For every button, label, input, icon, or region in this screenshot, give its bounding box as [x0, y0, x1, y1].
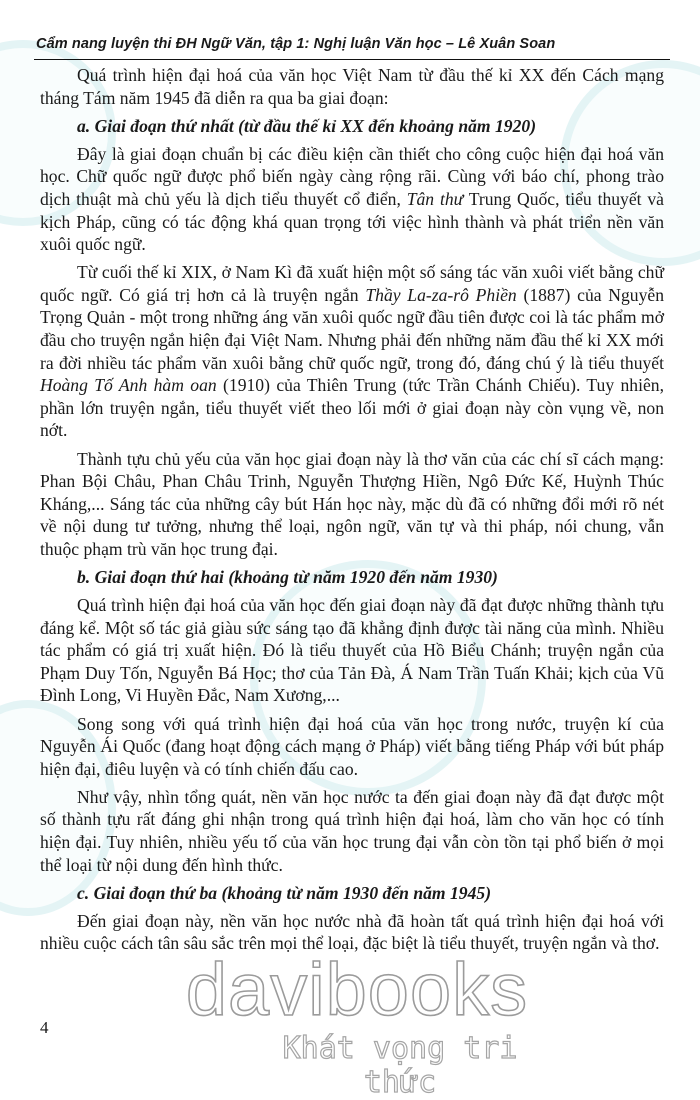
section-c-paragraph-1: Đến giai đoạn này, nền văn học nước nhà đã hoàn tất quá trình hiện đại hoá với nhiều cuộc cách tân sâu sắc trên mọi thể loại, đặc biệt là tiểu thuyết, truyện ngắn và thơ.: [40, 910, 664, 954]
page-content: [40, 64, 664, 960]
watermark-brand: davibooks: [185, 948, 529, 1031]
book-title: Hoàng Tố Anh hàm oan: [40, 375, 217, 396]
text-run: (1887) của Nguyễn Trọng Quản - một trong những áng văn xuôi quốc ngữ đầu tiên được coi là tác phẩm mở đầu cho truyện ngắn hiện đại Việt Nam. Nhưng phải đến những năm đầu thế kỉ XX mới ra đời nhiều tác phẩm văn xuôi bằng chữ quốc ngữ, trong đó, đáng chú ý là tiểu thuyết: [40, 284, 665, 373]
running-header: Cẩm nang luyện thi ĐH Ngữ Văn, tập 1: Nghị luận Văn học – Lê Xuân Soan: [36, 36, 556, 52]
section-b-paragraph-1: Quá trình hiện đại hoá của văn học đến giai đoạn này đã đạt được những thành tựu đáng kể. Một số tác giả giàu sức sáng tạo đã khẳng định được tài năng của mình. Nhiều tác phẩm có giá trị xuất hiện. Đó là tiểu thuyết của Hồ Biểu Chánh; truyện ngắn của Phạm Duy Tốn, Nguyễn Bá Học; thơ của Tản Đà, Á Nam Trần Tuấn Khải; kịch của Vũ Đình Long, Vi Huyền Đắc, Nam Xương,...: [40, 595, 664, 706]
section-b-paragraph-3: Như vậy, nhìn tổng quát, nền văn học nước ta đến giai đoạn này đã đạt được một số thành tựu rất đáng ghi nhận trong quá trình hiện đại hoá, làm cho văn học có tính hiện đại. Tuy nhiên, nhiều yếu tố của văn học trung đại vẫn còn tồn tại phổ biến ở mọi thể loại từ nội dung đến hình thức.: [40, 786, 664, 875]
text-run: Đây là giai đoạn chuẩn bị các điều kiện cần thiết cho công cuộc hiện đại hoá văn học. Chữ quốc ngữ được phổ biến ngày càng rộng rãi. Cùng với báo chí, phong trào dịch thuật mà chủ yếu là dịch tiểu thuyết cổ điển,: [40, 143, 664, 209]
section-c-heading: c. Giai đoạn thứ ba (khoảng từ năm 1930 đến năm 1945): [77, 882, 492, 903]
text-run: (1910) của Thiên Trung (tức Trần Chánh Chiếu). Tuy nhiên, phần lớn truyện ngắn, tiểu thuyết viết theo lối mới ở giai đoạn này còn vụng về, non nớt.: [40, 375, 664, 441]
watermark-slogan: Khát vọng tri thức: [282, 1031, 518, 1100]
section-a-paragraph-1: [40, 143, 664, 256]
section-b-heading: b. Giai đoạn thứ hai (khoảng từ năm 1920 đến năm 1930): [77, 566, 498, 587]
section-a-paragraph-2: [40, 261, 664, 442]
intro-paragraph: Quá trình hiện đại hoá của văn học Việt Nam từ đầu thế kỉ XX đến Cách mạng tháng Tám năm 1945 đã diễn ra qua ba giai đoạn:: [40, 65, 664, 108]
text-run: Trung Quốc, tiểu thuyết và kịch Pháp, cũng có tác động khá quan trọng tới việc hình thành và phát triển nền văn xuôi quốc ngữ.: [40, 188, 664, 255]
section-a-paragraph-3: Thành tựu chủ yếu của văn học giai đoạn này là thơ văn của các chí sĩ cách mạng: Phan Bội Châu, Phan Châu Trinh, Nguyễn Thượng Hiền, Ngô Đức Kế, Huỳnh Thúc Kháng,... Sáng tác của những cây bút Hán học này, mặc dù đã có những đổi mới rõ nét về nội dung tư tưởng, nhưng thể loại, ngôn ngữ, văn tự và thi pháp, nói chung, vẫn thuộc phạm trù văn học trung đại.: [40, 448, 664, 559]
book-title: Tân thư: [406, 188, 464, 209]
text-run: Từ cuối thế kỉ XIX, ở Nam Kì đã xuất hiện một số sáng tác văn xuôi viết bằng chữ quốc ngữ. Có giá trị hơn cả là truyện ngắn: [40, 262, 664, 305]
section-a-heading: a. Giai đoạn thứ nhất (từ đầu thế kỉ XX đến khoảng năm 1920): [77, 115, 537, 136]
book-title: Thầy La-za-rô Phiền: [365, 284, 517, 305]
page-number: 4: [40, 1018, 49, 1037]
section-b-paragraph-2: Song song với quá trình hiện đại hoá của văn học trong nước, truyện kí của Nguyễn Ái Quốc (đang hoạt động cách mạng ở Pháp) viết bằng tiếng Pháp với bút pháp hiện đại, điêu luyện và có tính chiến đấu cao.: [40, 713, 664, 779]
header-rule: [34, 59, 670, 60]
